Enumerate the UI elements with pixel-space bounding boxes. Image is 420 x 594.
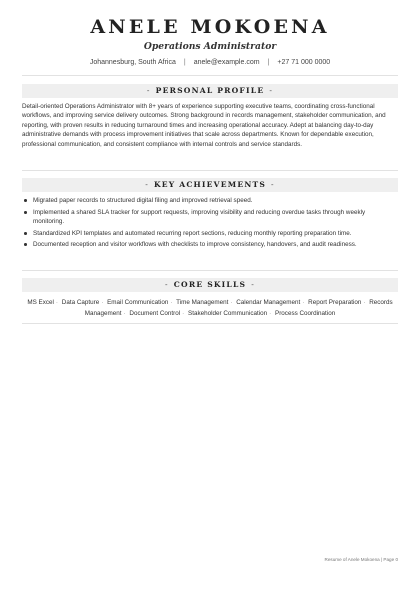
- bullet-icon: [24, 243, 27, 246]
- skill-item: Email Communication: [107, 299, 169, 306]
- skill-item: Data Capture: [61, 299, 100, 306]
- contact-phone[interactable]: +27 71 000 0000: [277, 59, 331, 66]
- skill-separator: ·: [55, 299, 59, 306]
- heading-dash: -: [271, 180, 275, 189]
- section-heading-label: KEY ACHIEVEMENTS: [153, 180, 267, 189]
- heading-dash: -: [146, 86, 151, 95]
- contact-email[interactable]: anele@example.com: [193, 59, 260, 66]
- achievement-text: Documented reception and visitor workflows with checklists to improve consistency, handovers, and audit readiness.: [33, 241, 357, 249]
- heading-dash: -: [251, 280, 255, 289]
- bullet-icon: [24, 232, 27, 235]
- heading-dash: -: [145, 180, 149, 189]
- skill-item: Report Preparation: [308, 299, 362, 306]
- skill-separator: ·: [363, 299, 366, 306]
- achievement-text: Migrated paper records to structured digital filing and improved retrieval speed.: [33, 197, 253, 204]
- profile-paragraph: Detail-oriented Operations Administrator with 8+ years of experience supporting executive teams, coordinating cross-functional workflows, and improving service delivery outcomes. Strong background in records management, stakeholder communication, and reporting, with proven results in reducing turnaround times and increasing operational accuracy. Adept at balancing day-to-day administrative demands with process improvement initiatives that scale across departments. Known for dependable execution, professional communication, and consistent compliance with internal controls and service standards.: [22, 103, 386, 148]
- skill-separator: ·: [101, 299, 104, 306]
- skill-item: Calendar Management: [236, 299, 301, 306]
- skill-item: Stakeholder Communication: [188, 310, 268, 317]
- section-heading-profile: [22, 84, 398, 98]
- section-divider: [22, 170, 398, 171]
- skill-separator: ·: [123, 310, 126, 317]
- skill-item: Records Management: [84, 299, 393, 317]
- skill-item: Time Management: [176, 299, 229, 306]
- heading-dash: -: [269, 86, 274, 95]
- section-heading-skills: [22, 278, 398, 292]
- contact-separator: |: [183, 59, 186, 66]
- section-divider: [22, 323, 398, 324]
- skill-item: MS Excel: [27, 299, 54, 306]
- bullet-icon: [24, 211, 27, 214]
- achievement-text: Standardized KPI templates and automated recurring report sections, reducing monthly reporting preparation time.: [33, 229, 352, 237]
- page-footer: Resume of Anele Mokoena | Page 0: [324, 557, 398, 562]
- achievement-item: [22, 196, 398, 205]
- skill-separator: ·: [302, 299, 305, 306]
- achievement-item: [22, 208, 398, 227]
- achievement-text: Implemented a shared SLA tracker for support requests, improving visibility and reducing overdue tasks through weekly monitoring.: [33, 208, 366, 225]
- achievement-item: [22, 229, 398, 238]
- skill-separator: ·: [182, 310, 185, 317]
- skill-separator: ·: [269, 310, 272, 317]
- skill-item: Document Control: [129, 310, 181, 317]
- achievement-item: [22, 240, 398, 249]
- section-heading-label: CORE SKILLS: [173, 280, 247, 289]
- section-heading-achievements: [22, 178, 398, 192]
- achievements-list: [22, 196, 398, 252]
- bullet-icon: [24, 199, 27, 202]
- heading-dash: -: [165, 280, 169, 289]
- candidate-name: ANELE MOKOENA: [90, 16, 330, 38]
- skill-separator: ·: [170, 299, 173, 306]
- section-divider: [22, 270, 398, 271]
- contact-location: Johannesburg, South Africa: [89, 59, 176, 66]
- skill-separator: ·: [230, 299, 233, 306]
- section-heading-label: PERSONAL PROFILE: [155, 86, 265, 95]
- skill-item: Process Coordination: [275, 310, 336, 317]
- header-divider: [22, 75, 398, 76]
- contact-separator: |: [267, 59, 270, 66]
- skills-list: [22, 297, 398, 319]
- contact-line: [0, 59, 420, 66]
- job-title: Operations Administrator: [143, 41, 277, 52]
